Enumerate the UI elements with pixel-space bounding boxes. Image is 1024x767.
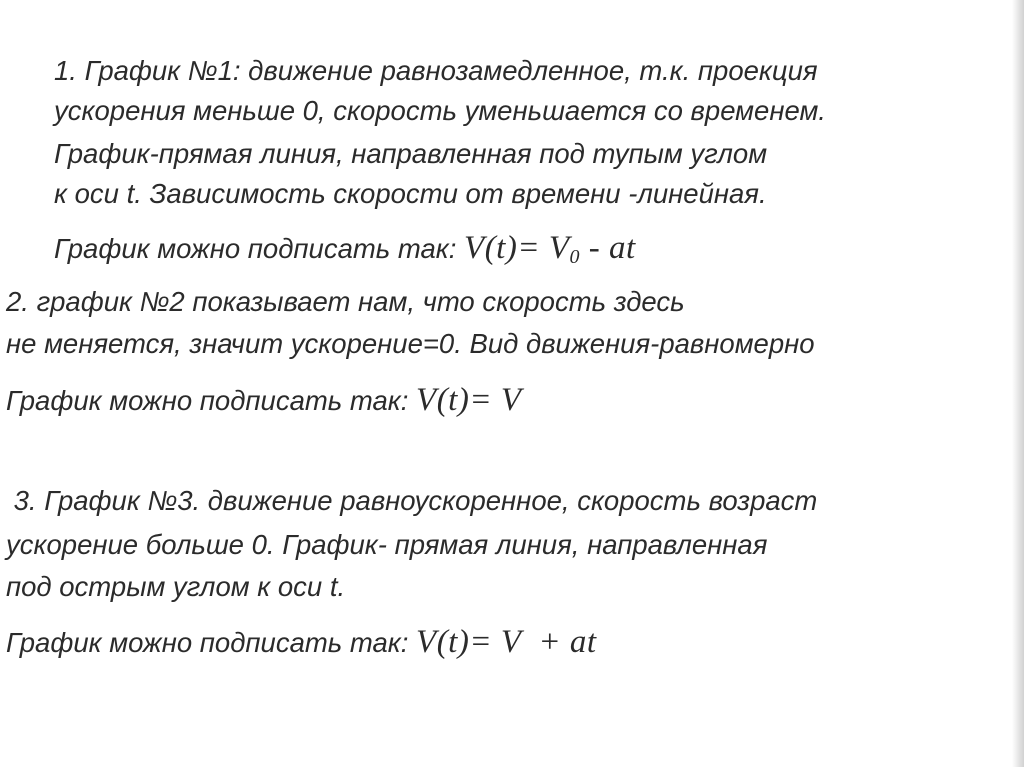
block2-caption bbox=[6, 384, 522, 417]
block2-formula: V(t)= V bbox=[416, 382, 522, 418]
block1-formula-subscript: 0 bbox=[569, 246, 581, 268]
block1-line4: к оси t. Зависимость скорости от времени -линейная. bbox=[54, 178, 767, 209]
block1-formula bbox=[464, 230, 636, 266]
block1-line2: ускорения меньше 0, скорость уменьшается со временем. bbox=[54, 95, 826, 126]
block1-line1: 1. График №1: движение равнозамедленное, т.к. проекция bbox=[54, 55, 818, 86]
block1-caption bbox=[54, 232, 636, 267]
right-edge-shadow bbox=[1012, 0, 1024, 767]
block3-formula: V(t)= V + at bbox=[416, 624, 597, 660]
block3-caption-label: График можно подписать так: bbox=[6, 627, 409, 658]
block1-caption-label: График можно подписать так: bbox=[54, 233, 457, 264]
block3-line3: под острым углом к оси t. bbox=[6, 571, 346, 602]
block3-line1: 3. График №3. движение равноускоренное, скорость возраст bbox=[6, 485, 818, 516]
block2-line2: не меняется, значит ускорение=0. Вид движения-равномерно bbox=[6, 328, 815, 359]
block3-line2: ускорение больше 0. График- прямая линия, направленная bbox=[6, 529, 768, 560]
block1-formula-main: V(t)= V bbox=[464, 230, 570, 266]
block1-formula-tail: - at bbox=[580, 230, 636, 266]
block2-caption-label: График можно подписать так: bbox=[6, 385, 409, 416]
block3-caption bbox=[6, 626, 597, 659]
block1-line3: График-прямая линия, направленная под тупым углом bbox=[54, 138, 768, 169]
block2-line1: 2. график №2 показывает нам, что скорость здесь bbox=[6, 286, 685, 317]
